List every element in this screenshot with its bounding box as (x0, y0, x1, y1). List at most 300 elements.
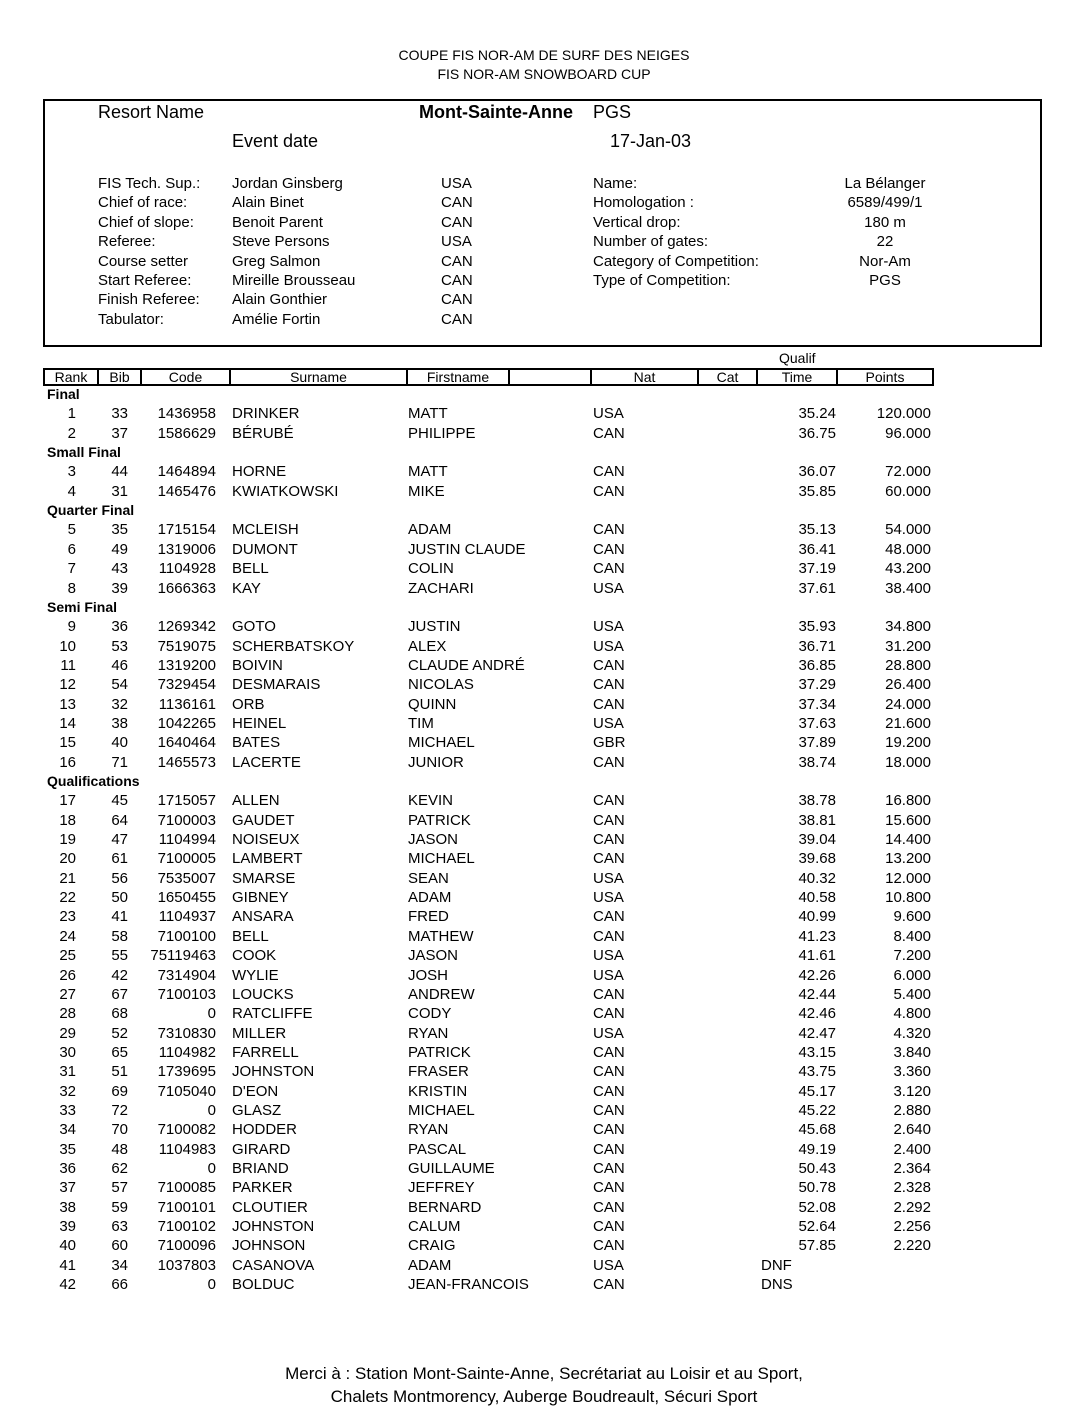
cell-points: 120.000 (876, 405, 931, 423)
cell-firstname: JEFFREY (408, 1179, 475, 1197)
cell-points: 48.000 (885, 540, 931, 558)
cell-points: 2.880 (893, 1101, 931, 1119)
table-row (0, 850, 1088, 869)
cell-firstname: ADAM (408, 1256, 452, 1274)
cell-surname: HORNE (232, 463, 287, 481)
cell-firstname: JUSTIN (408, 618, 461, 636)
cell-time: 37.19 (798, 560, 836, 578)
cell-surname: GAUDET (232, 811, 295, 829)
table-row (0, 967, 1088, 986)
cell-nat: CAN (593, 811, 625, 829)
cell-code: 1042265 (157, 714, 216, 732)
cell-nat: USA (593, 1256, 624, 1274)
cell-points: 3.360 (893, 1063, 931, 1081)
cell-nat: CAN (593, 1218, 625, 1236)
cell-points: 2.256 (893, 1218, 931, 1236)
table-row (0, 696, 1088, 715)
cell-surname: ANSARA (232, 908, 294, 926)
table-row (0, 1257, 1088, 1276)
cell-surname: JOHNSON (232, 1237, 306, 1255)
cell-nat: USA (593, 1024, 624, 1042)
cell-firstname: ALEX (408, 637, 447, 655)
cell-firstname: JOSH (408, 966, 449, 984)
table-row (0, 676, 1088, 695)
cell-time: 49.19 (798, 1140, 836, 1158)
cell-code: 1739695 (157, 1063, 216, 1081)
cell-points: 14.400 (885, 831, 931, 849)
cell-points: 2.292 (893, 1198, 931, 1216)
table-row (0, 947, 1088, 966)
cell-nat: GBR (593, 734, 626, 752)
cell-time: 37.63 (798, 714, 836, 732)
cell-time: 36.71 (798, 637, 836, 655)
col-time: Time (758, 370, 838, 384)
official-name: Alain Binet (232, 194, 304, 212)
official-role: Chief of race: (98, 194, 188, 212)
cell-code: 1319006 (157, 540, 216, 558)
footer-thanks-2: Chalets Montmorency, Auberge Boudreault, Sécuri Sport (330, 1387, 758, 1406)
cell-rank: 39 (59, 1218, 76, 1236)
cell-code: 7100103 (157, 985, 216, 1003)
cell-time: 37.89 (798, 734, 836, 752)
cell-bib: 47 (111, 831, 128, 849)
cell-code: 1715057 (157, 792, 216, 810)
cell-code: 7100096 (157, 1237, 216, 1255)
cell-time: 42.44 (798, 985, 836, 1003)
cell-firstname: PASCAL (408, 1140, 467, 1158)
title-french: COUPE FIS NOR-AM DE SURF DES NEIGES (398, 47, 690, 63)
cell-surname: RATCLIFFE (232, 1005, 313, 1023)
cell-nat: CAN (593, 1276, 625, 1294)
cell-rank: 18 (59, 811, 76, 829)
table-header (43, 368, 934, 386)
official-name: Jordan Ginsberg (232, 175, 343, 192)
col-nat: Nat (592, 370, 699, 384)
official-nat: USA (441, 233, 472, 251)
cell-points: 8.400 (893, 927, 931, 945)
cell-code: 7105040 (157, 1082, 216, 1100)
resort-value: Mont-Sainte-Anne (419, 102, 573, 122)
cell-code: 1715154 (157, 521, 216, 539)
cell-firstname: BERNARD (408, 1198, 482, 1216)
cell-code: 1104994 (158, 831, 216, 849)
cell-code: 7535007 (157, 869, 216, 887)
cell-nat: CAN (593, 1082, 625, 1100)
cell-firstname: MICHAEL (408, 734, 475, 752)
cell-bib: 68 (111, 1005, 128, 1023)
cell-rank: 15 (59, 734, 76, 752)
cell-nat: CAN (593, 927, 625, 945)
cell-firstname: JUSTIN CLAUDE (408, 540, 526, 558)
cell-nat: CAN (593, 521, 625, 539)
cell-nat: CAN (593, 985, 625, 1003)
table-row (0, 908, 1088, 927)
official-nat: CAN (441, 310, 473, 328)
cell-nat: CAN (593, 1121, 625, 1139)
cell-rank: 3 (67, 463, 76, 481)
cell-rank: 14 (59, 714, 76, 732)
table-row (0, 1025, 1088, 1044)
cell-time: 52.64 (798, 1218, 836, 1236)
table-row (0, 734, 1088, 753)
cell-rank: 20 (59, 850, 76, 868)
cell-firstname: PATRICK (408, 811, 471, 829)
cell-nat: USA (593, 714, 624, 732)
cell-code: 7100003 (157, 811, 216, 829)
cell-time: 50.78 (798, 1179, 836, 1197)
cell-nat: CAN (593, 540, 625, 558)
table-row (0, 1179, 1088, 1198)
cell-bib: 71 (111, 753, 128, 771)
cell-rank: 27 (59, 985, 76, 1003)
table-row (0, 831, 1088, 850)
cell-surname: JOHNSTON (232, 1218, 315, 1236)
cell-surname: BOIVIN (232, 656, 283, 674)
cell-bib: 52 (111, 1024, 128, 1042)
cell-points: 2.364 (893, 1160, 931, 1177)
event-date-label: Event date (232, 131, 319, 151)
table-row (0, 1102, 1088, 1121)
cell-bib: 55 (111, 947, 128, 965)
cell-code: 1037803 (157, 1256, 216, 1274)
cell-surname: DUMONT (232, 540, 298, 558)
cell-firstname: MATT (408, 405, 448, 423)
cell-bib: 38 (111, 714, 128, 732)
cell-rank: 41 (59, 1256, 76, 1274)
cell-time: 40.32 (798, 869, 836, 887)
cell-nat: CAN (593, 656, 625, 674)
cell-time: 35.24 (798, 405, 836, 423)
qualif-header: Qualif (779, 350, 816, 366)
cell-bib: 49 (111, 540, 128, 558)
cell-code: 1650455 (157, 889, 216, 907)
official-name: Alain Gonthier (232, 291, 328, 309)
cell-time: 36.75 (798, 424, 836, 442)
event-type: PGS (593, 102, 632, 122)
cell-bib: 66 (111, 1276, 128, 1294)
cell-time: 40.99 (798, 908, 836, 926)
cell-time: 52.08 (798, 1198, 836, 1216)
cell-rank: 24 (59, 927, 76, 945)
cell-bib: 54 (111, 676, 128, 694)
course-label: Number of gates: (593, 233, 709, 251)
cell-surname: D'EON (232, 1082, 279, 1100)
cell-rank: 25 (59, 947, 76, 965)
table-row (0, 986, 1088, 1005)
official-nat: CAN (441, 194, 473, 212)
cell-rank: 7 (67, 560, 76, 578)
official-nat: USA (441, 175, 472, 192)
cell-firstname: CRAIG (408, 1237, 456, 1255)
cell-points: 2.640 (893, 1121, 931, 1139)
cell-code: 0 (207, 1276, 216, 1294)
cell-nat: USA (593, 637, 624, 655)
cell-surname: ORB (232, 695, 265, 713)
cell-time: 42.47 (798, 1024, 836, 1042)
cell-surname: BATES (232, 734, 281, 752)
cell-code: 1465476 (157, 482, 216, 500)
cell-time: DNS (761, 1276, 793, 1294)
cell-surname: SCHERBATSKOY (232, 637, 355, 655)
table-row (0, 463, 1088, 482)
cell-points: 10.800 (885, 889, 931, 907)
table-row (0, 1276, 1088, 1295)
cell-time: 43.75 (798, 1063, 836, 1081)
cell-time: 35.13 (798, 521, 836, 539)
cell-rank: 9 (67, 618, 76, 636)
cell-time: 41.23 (798, 927, 836, 945)
cell-nat: CAN (593, 1140, 625, 1158)
cell-time: 39.04 (798, 831, 836, 849)
cell-time: 38.78 (798, 792, 836, 810)
cell-time: 38.74 (798, 753, 836, 771)
cell-bib: 65 (111, 1043, 128, 1061)
resort-label: Resort Name (98, 102, 205, 122)
cell-firstname: MATHEW (408, 927, 474, 945)
cell-rank: 40 (59, 1237, 76, 1255)
cell-bib: 45 (111, 792, 128, 810)
cell-code: 7100102 (157, 1218, 216, 1236)
table-row (0, 1005, 1088, 1024)
cell-points: 7.200 (893, 947, 931, 965)
cell-bib: 61 (111, 850, 128, 868)
cell-points: 31.200 (885, 637, 931, 655)
official-nat: CAN (441, 272, 473, 289)
table-row (0, 1160, 1088, 1179)
cell-surname: BELL (232, 560, 269, 578)
cell-nat: CAN (593, 424, 625, 442)
cell-rank: 11 (60, 656, 76, 674)
cell-nat: CAN (593, 850, 625, 868)
official-role: Chief of slope: (98, 213, 194, 231)
table-row (0, 1237, 1088, 1256)
course-value: PGS (869, 272, 901, 289)
cell-surname: HODDER (232, 1121, 298, 1139)
cell-code: 7100082 (157, 1121, 216, 1139)
official-role: Referee: (98, 233, 156, 251)
cell-code: 7314904 (157, 966, 216, 984)
cell-rank: 8 (67, 579, 76, 597)
cell-bib: 41 (111, 908, 128, 926)
cell-time: 38.81 (798, 811, 836, 829)
cell-nat: CAN (593, 463, 625, 481)
cell-code: 7519075 (157, 637, 216, 655)
cell-code: 7310830 (157, 1024, 216, 1042)
cell-nat: CAN (593, 908, 625, 926)
cell-bib: 70 (111, 1121, 128, 1139)
cell-code: 0 (207, 1005, 216, 1023)
section-heading: Small Final (47, 444, 121, 461)
cell-code: 75119463 (150, 947, 216, 965)
table-row (0, 928, 1088, 947)
cell-bib: 50 (111, 889, 128, 907)
cell-code: 1640464 (157, 734, 216, 752)
cell-bib: 60 (111, 1237, 128, 1255)
cell-nat: USA (593, 889, 624, 907)
cell-rank: 4 (67, 482, 76, 500)
cell-time: 37.34 (798, 695, 836, 713)
cell-points: 3.120 (893, 1082, 931, 1100)
cell-code: 1104928 (158, 560, 216, 578)
col-bib: Bib (99, 370, 142, 384)
cell-surname: MCLEISH (232, 521, 299, 539)
cell-rank: 22 (59, 889, 76, 907)
cell-surname: JOHNSTON (232, 1063, 315, 1081)
cell-points: 12.000 (885, 869, 931, 887)
course-label: Homologation : (593, 194, 694, 212)
cell-bib: 46 (111, 656, 128, 674)
table-row (0, 812, 1088, 831)
cell-nat: USA (593, 579, 624, 597)
event-date-value: 17-Jan-03 (610, 131, 692, 151)
cell-rank: 13 (59, 695, 76, 713)
cell-firstname: ADAM (408, 889, 452, 907)
cell-firstname: ANDREW (408, 985, 475, 1003)
cell-time: 39.68 (798, 850, 836, 868)
table-row (0, 1121, 1088, 1140)
cell-nat: USA (593, 405, 624, 423)
cell-surname: BELL (232, 927, 269, 945)
cell-code: 7100100 (157, 927, 216, 945)
table-row (0, 541, 1088, 560)
col-rank: Rank (45, 370, 99, 384)
course-value: La Bélanger (844, 175, 926, 192)
cell-code: 1104982 (158, 1043, 216, 1061)
cell-surname: NOISEUX (232, 831, 300, 849)
cell-bib: 59 (111, 1198, 128, 1216)
cell-code: 7100101 (157, 1198, 216, 1216)
cell-firstname: SEAN (408, 869, 449, 887)
cell-rank: 21 (59, 869, 76, 887)
cell-code: 1464894 (157, 463, 216, 481)
cell-points: 24.000 (885, 695, 931, 713)
official-name: Mireille Brousseau (232, 272, 356, 289)
cell-time: 36.85 (798, 656, 836, 674)
cell-nat: CAN (593, 831, 625, 849)
col-surname: Surname (231, 370, 408, 384)
cell-points: 16.800 (885, 792, 931, 810)
cell-bib: 58 (111, 927, 128, 945)
cell-code: 1465573 (157, 753, 216, 771)
cell-points: 60.000 (885, 482, 931, 500)
col-points: Points (865, 369, 905, 385)
section-heading: Semi Final (47, 598, 118, 615)
cell-rank: 34 (59, 1121, 76, 1139)
table-row (0, 889, 1088, 908)
cell-rank: 17 (59, 792, 76, 810)
cell-bib: 39 (111, 579, 128, 597)
cell-firstname: CODY (408, 1005, 452, 1023)
section-heading: Quarter Final (47, 502, 135, 519)
cell-nat: CAN (593, 1005, 625, 1023)
cell-firstname: KRISTIN (408, 1082, 468, 1100)
cell-rank: 32 (59, 1082, 76, 1100)
cell-rank: 19 (59, 831, 76, 849)
cell-surname: GIBNEY (232, 889, 289, 907)
cell-bib: 51 (111, 1063, 128, 1081)
section-heading: Final (47, 386, 80, 402)
cell-code: 1104937 (158, 908, 216, 926)
cell-time: 37.29 (798, 676, 836, 694)
cell-firstname: PHILIPPE (408, 424, 476, 442)
cell-bib: 33 (111, 405, 128, 423)
cell-bib: 34 (111, 1256, 128, 1274)
table-row (0, 657, 1088, 676)
cell-firstname: COLIN (408, 560, 454, 578)
cell-rank: 28 (59, 1005, 76, 1023)
cell-rank: 6 (67, 540, 76, 558)
cell-bib: 32 (111, 695, 128, 713)
cell-points: 19.200 (885, 734, 931, 752)
table-row (0, 715, 1088, 734)
cell-firstname: RYAN (408, 1024, 449, 1042)
cell-points: 2.400 (893, 1140, 931, 1158)
cell-firstname: MICHAEL (408, 1101, 475, 1119)
cell-time: 41.61 (798, 947, 836, 965)
cell-points: 9.600 (893, 908, 931, 926)
cell-time: 36.07 (798, 463, 836, 481)
table-row (0, 1199, 1088, 1218)
official-role: FIS Tech. Sup.: (98, 175, 201, 192)
cell-points: 15.600 (885, 811, 931, 829)
cell-code: 1104983 (158, 1140, 216, 1158)
cell-bib: 72 (111, 1101, 128, 1119)
cell-code: 1269342 (157, 618, 216, 636)
cell-bib: 56 (111, 869, 128, 887)
cell-points: 28.800 (885, 656, 931, 674)
cell-time: DNF (761, 1256, 792, 1274)
cell-firstname: JEAN-FRANCOIS (408, 1276, 529, 1294)
cell-rank: 30 (59, 1043, 76, 1061)
cell-firstname: QUINN (408, 695, 457, 713)
cell-points: 4.800 (893, 1005, 931, 1023)
cell-points: 13.200 (885, 850, 931, 868)
cell-points: 4.320 (893, 1024, 931, 1042)
course-value: 22 (876, 233, 894, 251)
col-blank (510, 370, 592, 384)
cell-bib: 35 (111, 521, 128, 539)
cell-code: 0 (207, 1101, 216, 1119)
cell-surname: GIRARD (232, 1140, 291, 1158)
cell-bib: 53 (111, 637, 128, 655)
table-row (0, 870, 1088, 889)
cell-nat: CAN (593, 482, 625, 500)
cell-rank: 16 (59, 753, 76, 771)
cell-bib: 67 (111, 985, 128, 1003)
cell-nat: CAN (593, 1160, 625, 1177)
cell-firstname: PATRICK (408, 1043, 471, 1061)
cell-points: 38.400 (885, 579, 931, 597)
cell-rank: 2 (67, 424, 76, 442)
cell-surname: BRIAND (232, 1160, 289, 1177)
cell-code: 7329454 (157, 676, 216, 694)
course-value: 6589/499/1 (847, 194, 923, 212)
table-row (0, 1044, 1088, 1063)
cell-points: 34.800 (885, 618, 931, 636)
cell-nat: USA (593, 869, 624, 887)
cell-firstname: JASON (408, 947, 459, 965)
cell-rank: 35 (59, 1140, 76, 1158)
cell-points: 18.000 (885, 753, 931, 771)
official-role: Course setter (98, 252, 189, 270)
cell-nat: CAN (593, 792, 625, 810)
table-row (0, 1218, 1088, 1237)
cell-bib: 63 (111, 1218, 128, 1236)
cell-firstname: JASON (408, 831, 459, 849)
cell-nat: CAN (593, 695, 625, 713)
cell-bib: 62 (111, 1160, 128, 1177)
cell-surname: MILLER (232, 1024, 287, 1042)
